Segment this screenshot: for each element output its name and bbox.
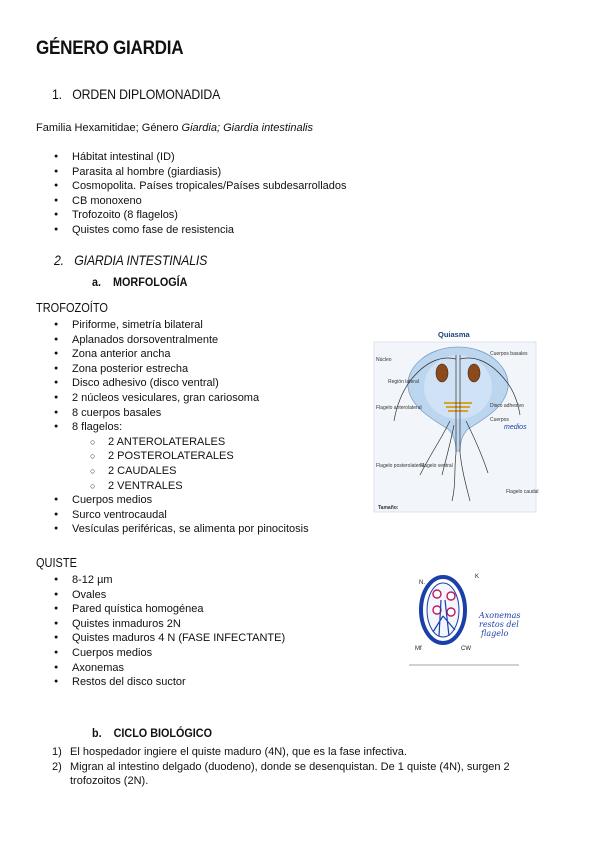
- quiste-diagram: [405, 570, 525, 668]
- handnote-line: flagelo: [481, 629, 509, 638]
- list-item: ● 8 flagelos:: [36, 420, 309, 435]
- label-nucleo: Núcleo: [376, 357, 392, 363]
- section-2b-number: b.: [92, 726, 102, 740]
- item-number: 2): [52, 760, 62, 773]
- list-item: ● Aplanados dorsoventralmente: [36, 333, 309, 348]
- list-item: [36, 760, 536, 789]
- nucleus: [433, 590, 441, 598]
- label-k: K: [475, 574, 480, 580]
- nucleus-right: [468, 364, 480, 382]
- list-item: [36, 745, 536, 760]
- list-item: ● Restos del disco suctor: [36, 675, 285, 690]
- label-disco: Disco adhesivo: [490, 403, 524, 409]
- label-tamano: Tamaño:: [378, 505, 399, 511]
- family-prefix: Familia Hexamitidae; Género: [36, 122, 182, 134]
- sub-list-item: ○ 2 POSTEROLATERALES: [36, 449, 309, 464]
- sub-list-item: ○ 2 VENTRALES: [36, 479, 309, 494]
- list-item: ● Piriforme, simetría bilateral: [36, 318, 309, 333]
- list-item: ● CB monoxeno: [36, 194, 347, 209]
- list-item: ● Parasita al hombre (giardiasis): [36, 165, 347, 180]
- list-item: ● Hábitat intestinal (ID): [36, 150, 347, 165]
- list-item: ● Vesículas periféricas, se alimenta por pinocitosis: [36, 522, 309, 537]
- quiste-label: QUISTE: [36, 556, 77, 570]
- nucleus: [447, 592, 455, 600]
- list-item: ● Cuerpos medios: [36, 493, 309, 508]
- label-cw: CW: [461, 646, 471, 652]
- trofozoito-label: TROFOZOÍTO: [36, 301, 108, 315]
- family-species: Giardia intestinalis: [220, 122, 313, 134]
- trofozoito-diagram: [370, 325, 540, 513]
- adhesive-disc: [424, 355, 492, 419]
- quiste-list: [36, 573, 285, 690]
- list-item: ● Cuerpos medios: [36, 646, 285, 661]
- section-1-title: ORDEN DIPLOMONADIDA: [72, 86, 221, 102]
- list-item: ● 8-12 µm: [36, 573, 285, 588]
- section-2a-number: a.: [92, 275, 102, 289]
- label-n: N.: [419, 580, 425, 586]
- list-item: ● 8 cuerpos basales: [36, 406, 309, 421]
- list-item: ● Disco adhesivo (disco ventral): [36, 376, 309, 391]
- list-item: ● Cosmopolita. Países tropicales/Países subdesarrollados: [36, 179, 347, 194]
- section-2a-title: MORFOLOGÍA: [113, 275, 188, 289]
- list-item: ● Surco ventrocaudal: [36, 508, 309, 523]
- list-item: ● Zona anterior ancha: [36, 347, 309, 362]
- section-2-heading: [54, 252, 207, 268]
- label-flagelo-posterolateral: Flagelo posterolateral: [376, 463, 425, 469]
- diagram-title: Quiasma: [438, 330, 470, 339]
- section-2a-heading: [92, 275, 187, 289]
- section-1-heading: [52, 86, 220, 102]
- ciclo-list: [36, 745, 536, 789]
- list-item: ● Trofozoito (8 flagelos): [36, 208, 347, 223]
- section-1-number: 1.: [52, 86, 62, 102]
- list-item: ● Ovales: [36, 588, 285, 603]
- label-mf: Mf: [415, 646, 422, 652]
- nucleus-left: [436, 364, 448, 382]
- section-2b-title: CICLO BIOLÓGICO: [113, 726, 213, 740]
- nucleus: [447, 608, 455, 616]
- item-text: Migran al intestino delgado (duodeno), donde se desenquistan. De 1 quiste (4N), surgen 2 trofozoitos (2N).: [70, 760, 510, 788]
- label-medios-handwritten: medios: [504, 424, 527, 431]
- handnote-line: Axonemas: [479, 611, 521, 620]
- label-flagelo-caudal: Flagelo caudal: [506, 489, 539, 495]
- label-flagelo-ventral: Flagelo ventral: [420, 463, 453, 469]
- page-title: GÉNERO GIARDIA: [36, 38, 184, 59]
- section-2-number: 2.: [54, 252, 64, 268]
- trofozoito-list: [36, 318, 309, 537]
- list-item: ● Quistes inmaduros 2N: [36, 617, 285, 632]
- item-text: El hospedador ingiere el quiste maduro (4N), que es la fase infectiva.: [70, 746, 407, 758]
- label-cuerpos: Cuerpos: [490, 417, 509, 423]
- family-genus: Giardia;: [181, 122, 221, 134]
- section-2b-heading: [92, 726, 212, 740]
- sub-list-item: ○ 2 CAUDALES: [36, 464, 309, 479]
- label-region: Región lateral: [388, 379, 419, 385]
- sub-list-item: ○ 2 ANTEROLATERALES: [36, 435, 309, 450]
- family-line: [36, 121, 313, 136]
- list-item: ● Axonemas: [36, 661, 285, 676]
- list-item: ● Zona posterior estrecha: [36, 362, 309, 377]
- item-number: 1): [52, 746, 62, 758]
- list-item: ● Quistes como fase de resistencia: [36, 223, 347, 238]
- label-flagelo-anterolateral: Flagelo anterolateral: [376, 405, 422, 411]
- handnote-line: restos del: [479, 620, 519, 629]
- label-cuerpos-basales: Cuerpos basales: [490, 351, 528, 357]
- section-2-title: GIARDIA INTESTINALIS: [74, 252, 208, 268]
- list-item: ● Pared quística homogénea: [36, 602, 285, 617]
- list-item: ● 2 núcleos vesiculares, gran cariosoma: [36, 391, 309, 406]
- section-1-list: [36, 150, 347, 238]
- list-item: ● Quistes maduros 4 N (FASE INFECTANTE): [36, 631, 285, 646]
